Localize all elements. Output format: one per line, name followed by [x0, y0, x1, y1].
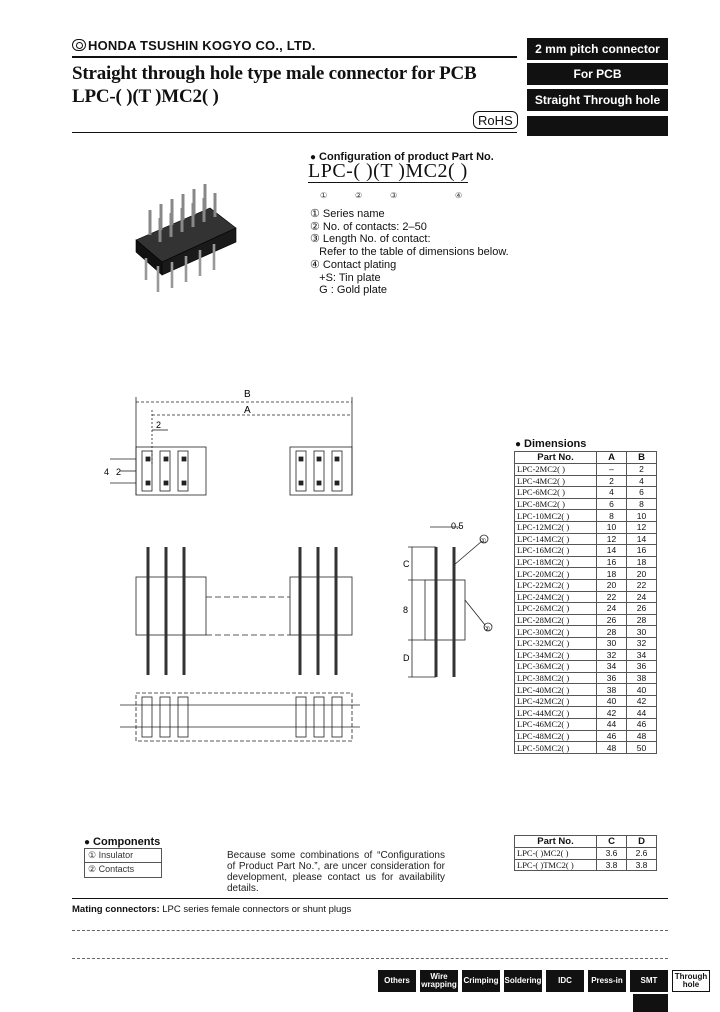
cell-value: – [597, 464, 627, 476]
dim-label-b: B [244, 389, 251, 400]
rohs-badge: RoHS [473, 111, 518, 129]
cell-part-no: LPC-30MC2( ) [515, 626, 597, 638]
dimensions-heading: ● Dimensions [515, 438, 586, 450]
table-row [515, 626, 657, 638]
cell-part-no: LPC-12MC2( ) [515, 521, 597, 533]
table-row [515, 614, 657, 626]
cell-value: 32 [627, 637, 657, 649]
page-tab-marker [633, 994, 668, 1012]
table-row [515, 742, 657, 754]
cell-value: 42 [597, 707, 627, 719]
part-length: (T ) [373, 160, 406, 182]
cell-value: 48 [597, 742, 627, 754]
cell-value: 30 [627, 626, 657, 638]
cell-part-no: LPC-40MC2( ) [515, 684, 597, 696]
category-pitch: 2 mm pitch connector [527, 38, 668, 60]
components-heading: ● Components [84, 836, 160, 848]
cell-part-no: LPC-( )TMC2( ) [515, 859, 597, 871]
cell-value: 24 [627, 591, 657, 603]
cell-value: 18 [627, 556, 657, 568]
table-row [515, 603, 657, 615]
part-number-pattern [308, 160, 468, 183]
table-row [515, 521, 657, 533]
tab-idc[interactable]: IDC [546, 970, 584, 992]
cell-part-no: LPC-6MC2( ) [515, 487, 597, 499]
cell-value: 2 [627, 464, 657, 476]
cell-part-no: LPC-50MC2( ) [515, 742, 597, 754]
config-item: ② No. of contacts: 2–50 [310, 220, 427, 233]
dim-label-pitch: 2 [156, 420, 162, 430]
dim-label-a: A [244, 405, 251, 416]
cell-part-no: LPC-22MC2( ) [515, 579, 597, 591]
cell-value: 48 [627, 730, 657, 742]
cell-value: 24 [597, 603, 627, 615]
table-row [515, 649, 657, 661]
dim-label-2v: 2 [116, 467, 122, 477]
cell-value: 34 [597, 661, 627, 673]
config-item: ③ Length No. of contact: [310, 233, 431, 246]
table-row [515, 591, 657, 603]
page-title: Straight through hole type male connector for PCB [72, 63, 477, 84]
company-logo-icon [72, 39, 86, 51]
footer-category-tabs [378, 970, 710, 992]
table-row [515, 637, 657, 649]
cd-table [514, 835, 657, 871]
components-list [84, 848, 162, 878]
table-row [515, 487, 657, 499]
technical-drawing [90, 385, 510, 745]
dashed-divider [72, 930, 668, 931]
cell-part-no: LPC-24MC2( ) [515, 591, 597, 603]
cell-value: 6 [627, 487, 657, 499]
cell-part-no: LPC-38MC2( ) [515, 672, 597, 684]
cell-value: 26 [627, 603, 657, 615]
cell-value: 10 [627, 510, 657, 522]
part-mc2: MC2 [405, 160, 448, 182]
cell-value: 22 [627, 579, 657, 591]
header-rule [72, 56, 517, 58]
cell-value: 34 [627, 649, 657, 661]
category-through-hole: Straight Through hole [527, 89, 668, 111]
dim-label-c: C [403, 559, 410, 569]
cell-value: 28 [597, 626, 627, 638]
cell-part-no: LPC-46MC2( ) [515, 719, 597, 731]
cell-value: 50 [627, 742, 657, 754]
cell-part-no: LPC-20MC2( ) [515, 568, 597, 580]
cell-part-no: LPC-34MC2( ) [515, 649, 597, 661]
cell-value: 46 [597, 730, 627, 742]
tab-soldering[interactable]: Soldering [504, 970, 542, 992]
availability-note: Because some combinations of “Configurations of Product Part No.”, are uncer consideration for development, please contact us for availability details. [227, 850, 445, 894]
cell-value: 40 [597, 695, 627, 707]
cell-part-no: LPC-10MC2( ) [515, 510, 597, 522]
dim-label-05: 0.5 [451, 521, 464, 531]
table-row [515, 533, 657, 545]
config-item: Refer to the table of dimensions below. [310, 246, 509, 259]
cell-value: 20 [627, 568, 657, 580]
part-plating: ( ) [447, 160, 468, 182]
table-row [515, 510, 657, 522]
table-row [515, 556, 657, 568]
company-name [72, 38, 316, 53]
product-photo [128, 180, 248, 300]
callout-2: ② [484, 626, 491, 633]
column-header: B [627, 452, 657, 464]
cell-value: 26 [597, 614, 627, 626]
cell-part-no: LPC-14MC2( ) [515, 533, 597, 545]
cell-value: 4 [597, 487, 627, 499]
table-row [515, 719, 657, 731]
page-title-partno: LPC-( )(T )MC2( ) [72, 86, 219, 107]
cell-value: 8 [627, 498, 657, 510]
table-row [515, 859, 657, 871]
table-row [515, 848, 657, 860]
cell-value: 18 [597, 568, 627, 580]
cell-value: 38 [627, 672, 657, 684]
cell-value: 28 [627, 614, 657, 626]
column-header: Part No. [515, 836, 597, 848]
category-for-pcb: For PCB [527, 63, 668, 85]
company-name-text: HONDA TSUSHIN KOGYO CO., LTD. [88, 38, 316, 53]
cell-value: 22 [597, 591, 627, 603]
cell-value: 36 [597, 672, 627, 684]
cell-value: 8 [597, 510, 627, 522]
cell-part-no: LPC-36MC2( ) [515, 661, 597, 673]
callout-1: ① [480, 538, 487, 545]
tab-others[interactable]: Others [378, 970, 416, 992]
cell-value: 4 [627, 475, 657, 487]
cell-value: 40 [627, 684, 657, 696]
cell-value: 3.8 [597, 859, 627, 871]
table-row [515, 568, 657, 580]
cell-value: 42 [627, 695, 657, 707]
table-row [515, 730, 657, 742]
tab-crimping[interactable]: Crimping [462, 970, 500, 992]
cell-value: 16 [597, 556, 627, 568]
cell-value: 3.6 [597, 848, 627, 860]
cell-value: 30 [597, 637, 627, 649]
cell-value: 32 [597, 649, 627, 661]
part-contacts: ( ) [353, 160, 374, 182]
mating-connectors [72, 904, 351, 915]
table-row [515, 672, 657, 684]
table-row [515, 695, 657, 707]
cell-value: 12 [627, 521, 657, 533]
column-header: D [627, 836, 657, 848]
cell-value: 10 [597, 521, 627, 533]
table-row [515, 545, 657, 557]
table-row [515, 498, 657, 510]
config-item: G : Gold plate [310, 284, 388, 297]
column-header: C [597, 836, 627, 848]
tab-wire-wrapping[interactable]: Wire wrapping [420, 970, 458, 992]
table-row [515, 579, 657, 591]
cell-part-no: LPC-32MC2( ) [515, 637, 597, 649]
marker-4: ④ [455, 191, 463, 200]
cell-value: 44 [627, 707, 657, 719]
mating-top-rule [72, 898, 668, 899]
table-row [515, 661, 657, 673]
header-bottom-rule [72, 132, 517, 133]
table-row [515, 684, 657, 696]
cell-value: 38 [597, 684, 627, 696]
cell-value: 14 [597, 545, 627, 557]
cell-value: 16 [627, 545, 657, 557]
mating-text: LPC series female connectors or shunt plugs [159, 904, 352, 915]
tab-through-hole[interactable]: Through hole [672, 970, 710, 992]
cell-part-no: LPC-8MC2( ) [515, 498, 597, 510]
marker-1: ① [320, 191, 328, 200]
cell-value: 14 [627, 533, 657, 545]
cell-value: 44 [597, 719, 627, 731]
part-series: LPC- [308, 160, 354, 182]
dim-label-4: 4 [104, 467, 110, 477]
cell-value: 36 [627, 661, 657, 673]
table-row [515, 707, 657, 719]
dim-label-8: 8 [403, 605, 409, 615]
cell-value: 2.6 [627, 848, 657, 860]
column-header: Part No. [515, 452, 597, 464]
cell-part-no: LPC-48MC2( ) [515, 730, 597, 742]
cell-part-no: LPC-16MC2( ) [515, 545, 597, 557]
tab-press-in[interactable]: Press-in [588, 970, 626, 992]
cell-value: 2 [597, 475, 627, 487]
cell-part-no: LPC-4MC2( ) [515, 475, 597, 487]
cell-value: 46 [627, 719, 657, 731]
configuration-list [310, 208, 509, 297]
dim-label-d: D [403, 653, 410, 663]
component-item: ① Insulator [85, 849, 161, 863]
cell-value: 6 [597, 498, 627, 510]
configuration-heading: ● Configuration of product Part No. [310, 151, 494, 163]
tab-smt[interactable]: SMT [630, 970, 668, 992]
table-header-row [515, 836, 657, 848]
config-item: +S: Tin plate [310, 271, 381, 284]
table-row [515, 475, 657, 487]
dimensions-table [514, 451, 657, 754]
table-row [515, 464, 657, 476]
component-item: ② Contacts [88, 864, 135, 874]
cell-value: 3.8 [627, 859, 657, 871]
cell-value: 12 [597, 533, 627, 545]
cell-part-no: LPC-( )MC2( ) [515, 848, 597, 860]
cell-part-no: LPC-44MC2( ) [515, 707, 597, 719]
cell-part-no: LPC-42MC2( ) [515, 695, 597, 707]
marker-2: ② [355, 191, 363, 200]
category-blank [527, 116, 668, 136]
marker-3: ③ [390, 191, 398, 200]
dashed-divider [72, 958, 668, 959]
cell-part-no: LPC-2MC2( ) [515, 464, 597, 476]
column-header: A [597, 452, 627, 464]
cell-part-no: LPC-28MC2( ) [515, 614, 597, 626]
cell-part-no: LPC-18MC2( ) [515, 556, 597, 568]
config-item: ④ Contact plating [310, 258, 397, 271]
table-header-row [515, 452, 657, 464]
mating-label: Mating connectors: [72, 904, 160, 915]
cell-value: 20 [597, 579, 627, 591]
cell-part-no: LPC-26MC2( ) [515, 603, 597, 615]
config-item: ① Series name [310, 208, 385, 220]
